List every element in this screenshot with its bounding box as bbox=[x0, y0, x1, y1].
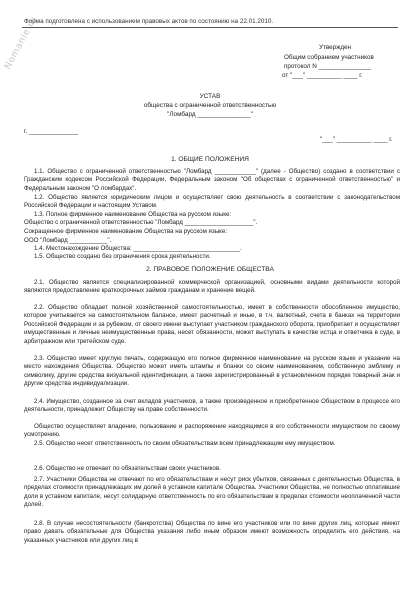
clause-1-3: 1.3. Полное фирменное наименование Общества на русском языке: bbox=[34, 211, 232, 218]
doc-subtitle: общества с ограниченной ответственностью bbox=[143, 102, 277, 109]
clause-2-6: 2.6. Общество не отвечает по обязательствам своих участников. bbox=[34, 465, 221, 472]
doc-company-name: "Ломбард _______________" bbox=[167, 111, 253, 118]
clause-1-4: 1.4. Местонахождение Общества: _______________________________. bbox=[34, 245, 242, 252]
clause-2-5: 2.5. Общество несет ответственность по своим обязательствам всем принадлежащим ему имуществом. bbox=[34, 440, 336, 447]
clause-2-4-continued: Общество осуществляет владение, пользование и распоряжение находящимся в его собственности имуществом по своему усмотрению. bbox=[24, 423, 400, 439]
clause-2-1: 2.1. Общество является специализированной коммерческой организацией, основными видами деятельности которой являются предоставление краткосрочных займов гражданам и хранение вещей. bbox=[24, 279, 400, 295]
clause-1-3-short-label: Сокращенное фирменное наименование Общества на русском языке: bbox=[24, 228, 228, 235]
city-line: г. ______________ bbox=[24, 128, 79, 135]
doc-title: УСТАВ bbox=[199, 93, 221, 100]
date-line: "___" __________ ____ г. bbox=[320, 136, 393, 143]
clause-2-4: 2.4. Имущество, созданное за счет вкладов участников, а также произведенное и приобретенное Обществом в процессе его деятельности, принадлежит Обществу на праве собственности. bbox=[24, 398, 400, 414]
clause-2-3: 2.3. Общество имеет круглую печать, содержащую его полное фирменное наименование на русском языке и указание на место нахождения Общества. Общество может иметь штампы и бланки со своим наименованием, собственную эмблему и символику, другие средства визуальной идентификации, а также зарегистрированный в установленном порядке товарный знак и другие средства индивидуализации. bbox=[24, 355, 400, 388]
clause-2-7: 2.7. Участники Общества не отвечают по его обязательствам и несут риск убытков, связанных с деятельностью Общества, в пределах стоимости принадлежащих им долей в уставном капитале Общества. Участники Общества, не полностью оплатившие доли в уставном капитале, несут солидарную ответственность по его обязательствам в пределах стоимости неоплаченной части долей. bbox=[24, 476, 400, 509]
approval-line-4: от "___" __________ ____ г. bbox=[282, 72, 363, 79]
clause-1-2: 1.2. Общество является юридическим лицом и осуществляет свою деятельность в соответствии с законодательством Российской Федерации и настоящим Уставом. bbox=[24, 194, 400, 210]
clause-1-1: 1.1. Общество с ограниченной ответственностью "Ломбард ____________" (далее - Общество) создано в соответствии с Гражданским кодексом Российской Федерации, Федеральным законом "Об обществах с ограниченной ответственностью" и Федеральным законом "О ломбардах". bbox=[24, 168, 400, 192]
approval-line-3: протокол N _______________ bbox=[284, 63, 372, 70]
approval-line-2: Общим собранием участников bbox=[284, 54, 374, 61]
watermark-text: Nomanie.ru bbox=[3, 14, 40, 72]
clause-2-2: 2.2. Общество обладает полной хозяйственной самостоятельностью, имеет в собственности обособленное имущество, которое учитывается на самостоятельном балансе, имеет расчетный и иные, в т.ч. валютный, счета в банках на территории Российской Федерации и за рубежом, от своего имени выступает участником гражданского оборота, приобретает и осуществляет имущественные и личные неимущественные права, несет обязанности, может выступать в качестве истца и ответчика в суде, в арбитражном или третейском суде. bbox=[24, 304, 400, 345]
section-1-heading: 1. ОБЩИЕ ПОЛОЖЕНИЯ bbox=[171, 156, 249, 163]
clause-1-5: 1.5. Общество создано без ограничения срока деятельности. bbox=[34, 253, 211, 260]
approval-line-1: Утвержден bbox=[319, 44, 352, 51]
clause-1-3-full-name: Общество с ограниченной ответственностью "Ломбард ____________________". bbox=[24, 219, 258, 226]
section-2-heading: 2. ПРАВОВОЕ ПОЛОЖЕНИЕ ОБЩЕСТВА bbox=[146, 266, 274, 273]
clause-1-3-short-name: ООО "Ломбард ___________". bbox=[24, 237, 112, 244]
header-note: Форма подготовлена с использованием правовых актов по состоянию на 22.01.2010. bbox=[24, 18, 274, 25]
clause-2-8: 2.8. В случае несостоятельности (банкротства) Общества по вине его участников или по вине других лиц, которые имеют право давать обязательные для Общества указания либо иным образом имеют возможность определять его действия, на указанных участников или других лиц в bbox=[24, 520, 400, 544]
header-divider bbox=[22, 27, 398, 28]
